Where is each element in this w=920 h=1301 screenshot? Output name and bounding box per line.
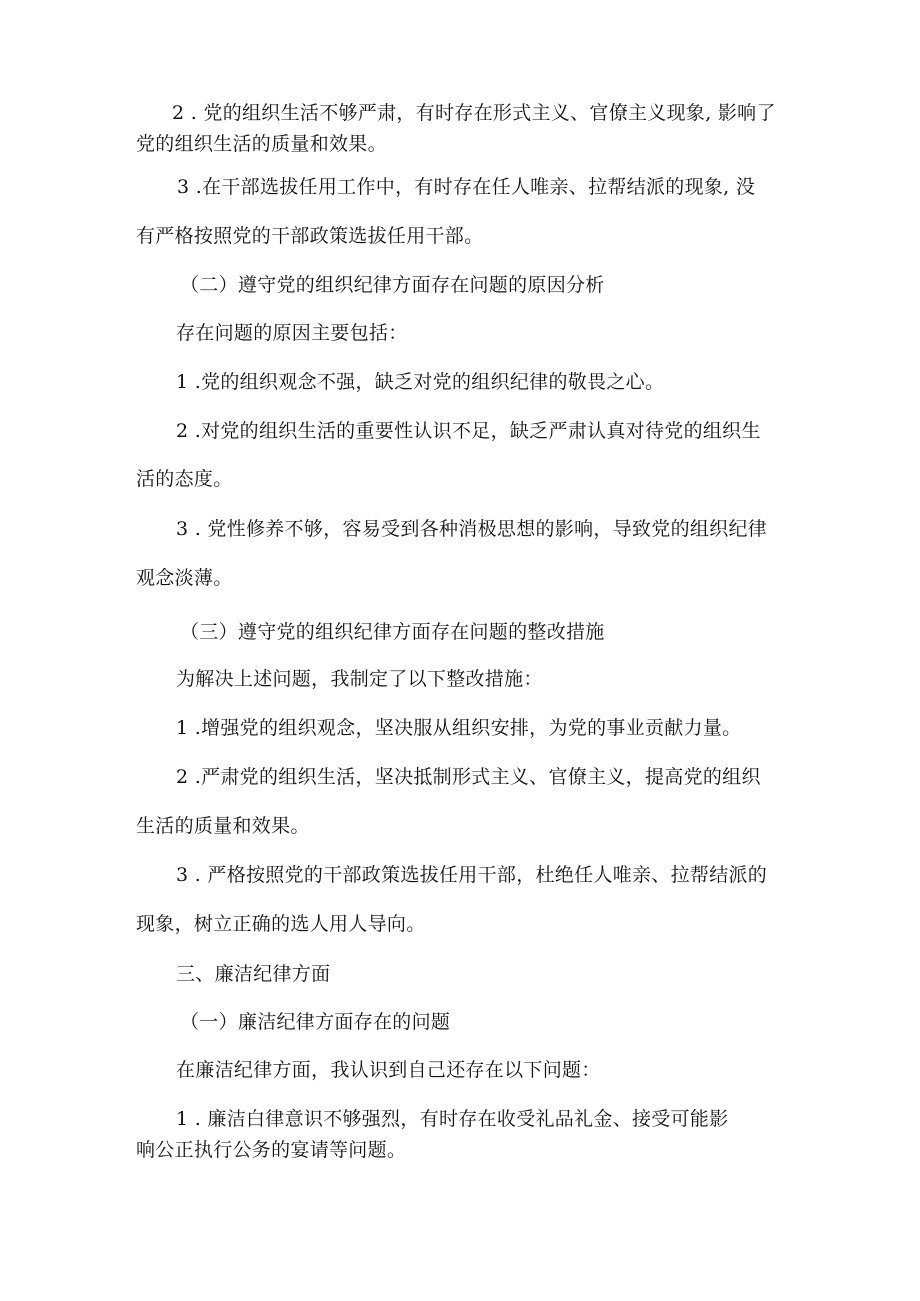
section-heading: （二）遵守党的组织纪律方面存在问题的原因分析 bbox=[180, 274, 605, 296]
paragraph-line: 有严格按照党的干部政策选拔任用干部。 bbox=[136, 225, 484, 247]
paragraph-line: 生活的质量和效果。 bbox=[136, 815, 310, 837]
paragraph-line: 1 .党的组织观念不强，缺乏对党的组织纪律的敬畏之心。 bbox=[176, 371, 665, 393]
section-heading: 三、廉洁纪律方面 bbox=[176, 963, 331, 985]
section-heading: （一）廉洁纪律方面存在的问题 bbox=[180, 1011, 451, 1033]
paragraph-line: 在廉洁纪律方面，我认识到自己还存在以下问题： bbox=[176, 1059, 601, 1081]
paragraph-line: 3 . 党性修养不够，容易受到各种消极思想的影响，导致党的组织纪律 bbox=[176, 518, 768, 540]
paragraph-line: 响公正执行公务的宴请等问题。 bbox=[136, 1139, 407, 1161]
paragraph-line: 存在问题的原因主要包括： bbox=[176, 322, 408, 344]
paragraph-line: 观念淡薄。 bbox=[136, 567, 233, 589]
paragraph-line: 活的态度。 bbox=[136, 468, 233, 490]
paragraph-line: 2 .对党的组织生活的重要性认识不足，缺乏严肃认真对待党的组织生 bbox=[176, 420, 761, 442]
paragraph-line: 2 .严肃党的组织生活，坚决抵制形式主义、官僚主义，提高党的组织 bbox=[176, 766, 761, 788]
paragraph-line: 1 .增强党的组织观念，坚决服从组织安排，为党的事业贡献力量。 bbox=[176, 717, 742, 739]
section-heading: （三）遵守党的组织纪律方面存在问题的整改措施 bbox=[180, 621, 605, 643]
paragraph-line: 3 . 严格按照党的干部政策选拔任用干部，杜绝任人唯亲、拉帮结派的 bbox=[176, 864, 768, 886]
paragraph-line: 党的组织生活的质量和效果。 bbox=[136, 133, 387, 155]
paragraph-line: 现象，树立正确的选人用人导向。 bbox=[136, 913, 426, 935]
paragraph-line: 为解决上述问题，我制定了以下整改措施： bbox=[176, 668, 543, 690]
paragraph-line: 2 . 党的组织生活不够严肃，有时存在形式主义、官僚主义现象, 影响了 bbox=[172, 102, 776, 124]
paragraph-line: 1 . 廉洁白律意识不够强烈，有时存在收受礼品礼金、接受可能影 bbox=[176, 1108, 729, 1130]
paragraph-line: 3 .在干部选拔任用工作中，有时存在任人唯亲、拉帮结派的现象, 没 bbox=[177, 176, 756, 198]
